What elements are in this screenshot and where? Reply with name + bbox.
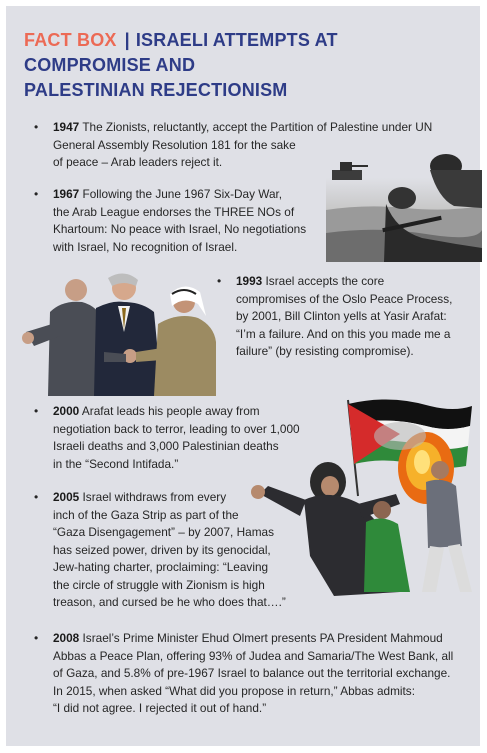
item-year: 1967	[53, 187, 80, 201]
item-line: “I did not agree. I rejected it out of hand.”	[53, 701, 267, 715]
list-item	[34, 489, 343, 612]
bullet-icon: •	[34, 120, 39, 134]
bullet-icon: •	[217, 274, 222, 288]
item-line: Khartoum: No peace with Israel, No negotiations	[53, 222, 307, 236]
title-separator: |	[124, 30, 130, 50]
item-line: The Zionists, reluctantly, accept the Partition of Palestine under UN	[82, 120, 433, 134]
item-line: Israel withdraws from every	[82, 490, 227, 504]
item-year: 2008	[53, 631, 80, 645]
item-line: Israel accepts the core	[265, 274, 385, 288]
title-line-1: ISRAELI ATTEMPTS AT COMPROMISE AND	[24, 30, 338, 75]
item-line: General Assembly Resolution 181 for the sake	[53, 137, 296, 152]
item-line: the circle of struggle with Zionism is high	[53, 577, 265, 592]
item-line: compromises of the Oslo Peace Process,	[236, 291, 453, 306]
item-line: with Israel, No recognition of Israel.	[53, 239, 238, 254]
page-title	[24, 28, 454, 103]
item-line: failure” (by resisting compromise).	[236, 344, 414, 358]
item-line: has seized power, driven by its genocidal,	[53, 542, 271, 557]
oslo-handshake-photo	[12, 272, 216, 396]
item-year: 2000	[53, 404, 80, 418]
bullet-icon: •	[34, 404, 39, 418]
item-line: “I’m a failure. And on this you made me a	[236, 326, 451, 341]
bullet-icon: •	[34, 490, 39, 504]
item-line: by 2001, Bill Clinton yells at Yasir Arafat:	[236, 309, 447, 323]
item-year: 1993	[236, 274, 263, 288]
fact-box-tag: FACT BOX	[24, 30, 117, 50]
item-line: Israel’s Prime Minister Ehud Olmert presents PA President Mahmoud	[82, 631, 443, 645]
item-line: of Gaza, and 5.8% of pre-1967 Israel to balance out the territorial exchange.	[53, 666, 451, 680]
list-item	[34, 403, 333, 473]
item-line: Arafat leads his people away from	[81, 404, 260, 418]
bullet-icon: •	[34, 187, 39, 201]
list-item	[34, 630, 478, 718]
item-line: treason, and cursed be he who does that….”	[53, 595, 286, 609]
item-line: the Arab League endorses the THREE NOs of	[53, 204, 295, 219]
item-line: of peace – Arab leaders reject it.	[53, 155, 223, 169]
item-line: Jew-hating charter, proclaiming: “Leaving	[53, 560, 269, 574]
item-line: Following the June 1967 Six-Day War,	[82, 187, 283, 201]
item-year: 2005	[53, 490, 80, 504]
list-item	[34, 119, 473, 172]
title-line-2: PALESTINIAN REJECTIONISM	[24, 80, 288, 100]
item-line: inch of the Gaza Strip as part of the	[53, 507, 239, 522]
item-line: negotiation back to terror, leading to over 1,000	[53, 421, 300, 436]
item-line: In 2015, when asked “What did you propose in return,” Abbas admits:	[53, 683, 415, 698]
item-year: 1947	[53, 120, 80, 134]
item-line: Abbas a Peace Plan, offering 93% of Judea and Samaria/The West Bank, all	[53, 648, 454, 663]
item-line: “Gaza Disengagement” – by 2007, Hamas	[53, 525, 274, 539]
item-line: in the “Second Intifada.”	[53, 456, 179, 471]
bullet-icon: •	[34, 631, 39, 645]
list-item	[34, 186, 333, 256]
list-item	[217, 273, 476, 361]
item-line: Israeli deaths and 3,000 Palestinian deaths	[53, 439, 279, 453]
